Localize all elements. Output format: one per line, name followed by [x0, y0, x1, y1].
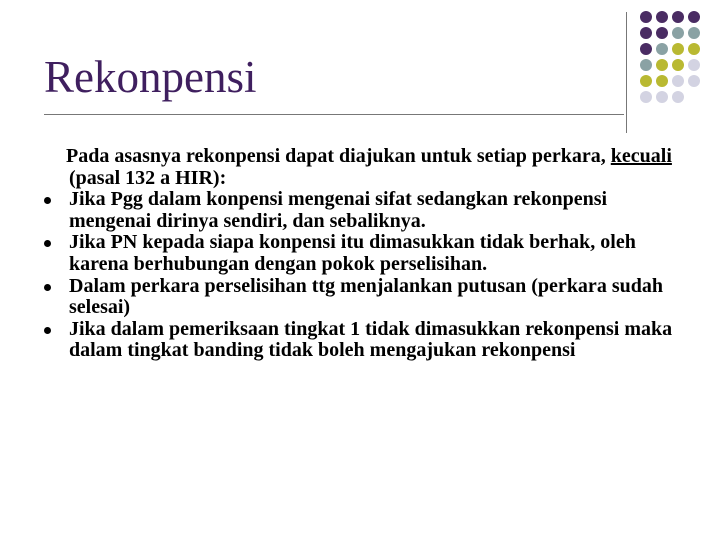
- decorative-dot-purple: [656, 27, 668, 39]
- decorative-dot-olive: [640, 75, 652, 87]
- decorative-dot-lavender: [688, 75, 700, 87]
- decorative-dot-olive: [688, 43, 700, 55]
- decorative-dot-purple: [656, 11, 668, 23]
- decorative-dot-purple: [640, 27, 652, 39]
- decorative-dot-olive: [656, 75, 668, 87]
- bullet-item: [44, 189, 674, 232]
- decorative-dot-lavender: [672, 91, 684, 103]
- decorative-dot-purple: [640, 11, 652, 23]
- decorative-dot-lavender: [672, 75, 684, 87]
- decorative-dot-teal: [640, 59, 652, 71]
- bullet-text: Dalam perkara perselisihan ttg menjalankan putusan (perkara sudah selesai): [69, 274, 663, 319]
- decorative-dot-olive: [672, 59, 684, 71]
- bullet-dot-icon: [44, 327, 51, 334]
- decorative-dot-purple: [672, 11, 684, 23]
- bullet-text: Jika PN kepada siapa konpensi itu dimasukkan tidak berhak, oleh karena berhubungan dengan pokok perselisihan.: [69, 231, 636, 275]
- bullet-text: Jika dalam pemeriksaan tingkat 1 tidak dimasukkan rekonpensi maka dalam tingkat banding tidak boleh mengajukan rekonpensi: [69, 317, 673, 362]
- decorative-dot-teal: [688, 27, 700, 39]
- decorative-dot-lavender: [640, 91, 652, 103]
- decorative-dot-purple: [640, 43, 652, 55]
- bullet-item: [44, 276, 674, 319]
- decorative-dot-purple: [688, 11, 700, 23]
- bullet-dot-icon: [44, 197, 51, 204]
- vertical-divider: [626, 12, 627, 133]
- decorative-dot-olive: [656, 59, 668, 71]
- decorative-dot-lavender: [656, 91, 668, 103]
- bullet-item: [44, 319, 674, 362]
- bullet-dot-icon: [44, 284, 51, 291]
- bullet-dot-icon: [44, 240, 51, 247]
- decorative-dot-teal: [656, 43, 668, 55]
- decorative-dot-lavender: [688, 59, 700, 71]
- intro-paragraph: [44, 146, 674, 189]
- intro-underlined-word: kecuali: [610, 145, 672, 167]
- bullet-text: Jika Pgg dalam konpensi mengenai sifat sedangkan rekonpensi mengenai dirinya sendiri, dan sebaliknya.: [69, 188, 608, 232]
- decorative-dot-teal: [672, 27, 684, 39]
- slide-title: Rekonpensi: [44, 52, 257, 102]
- title-underline: [44, 114, 624, 115]
- intro-text-end: (pasal 132 a HIR):: [69, 166, 227, 189]
- intro-text-start: Pada asasnya rekonpensi dapat diajukan untuk setiap perkara,: [66, 145, 611, 167]
- bullet-item: [44, 232, 674, 275]
- decorative-dot-olive: [672, 43, 684, 55]
- slide-body: [44, 146, 674, 362]
